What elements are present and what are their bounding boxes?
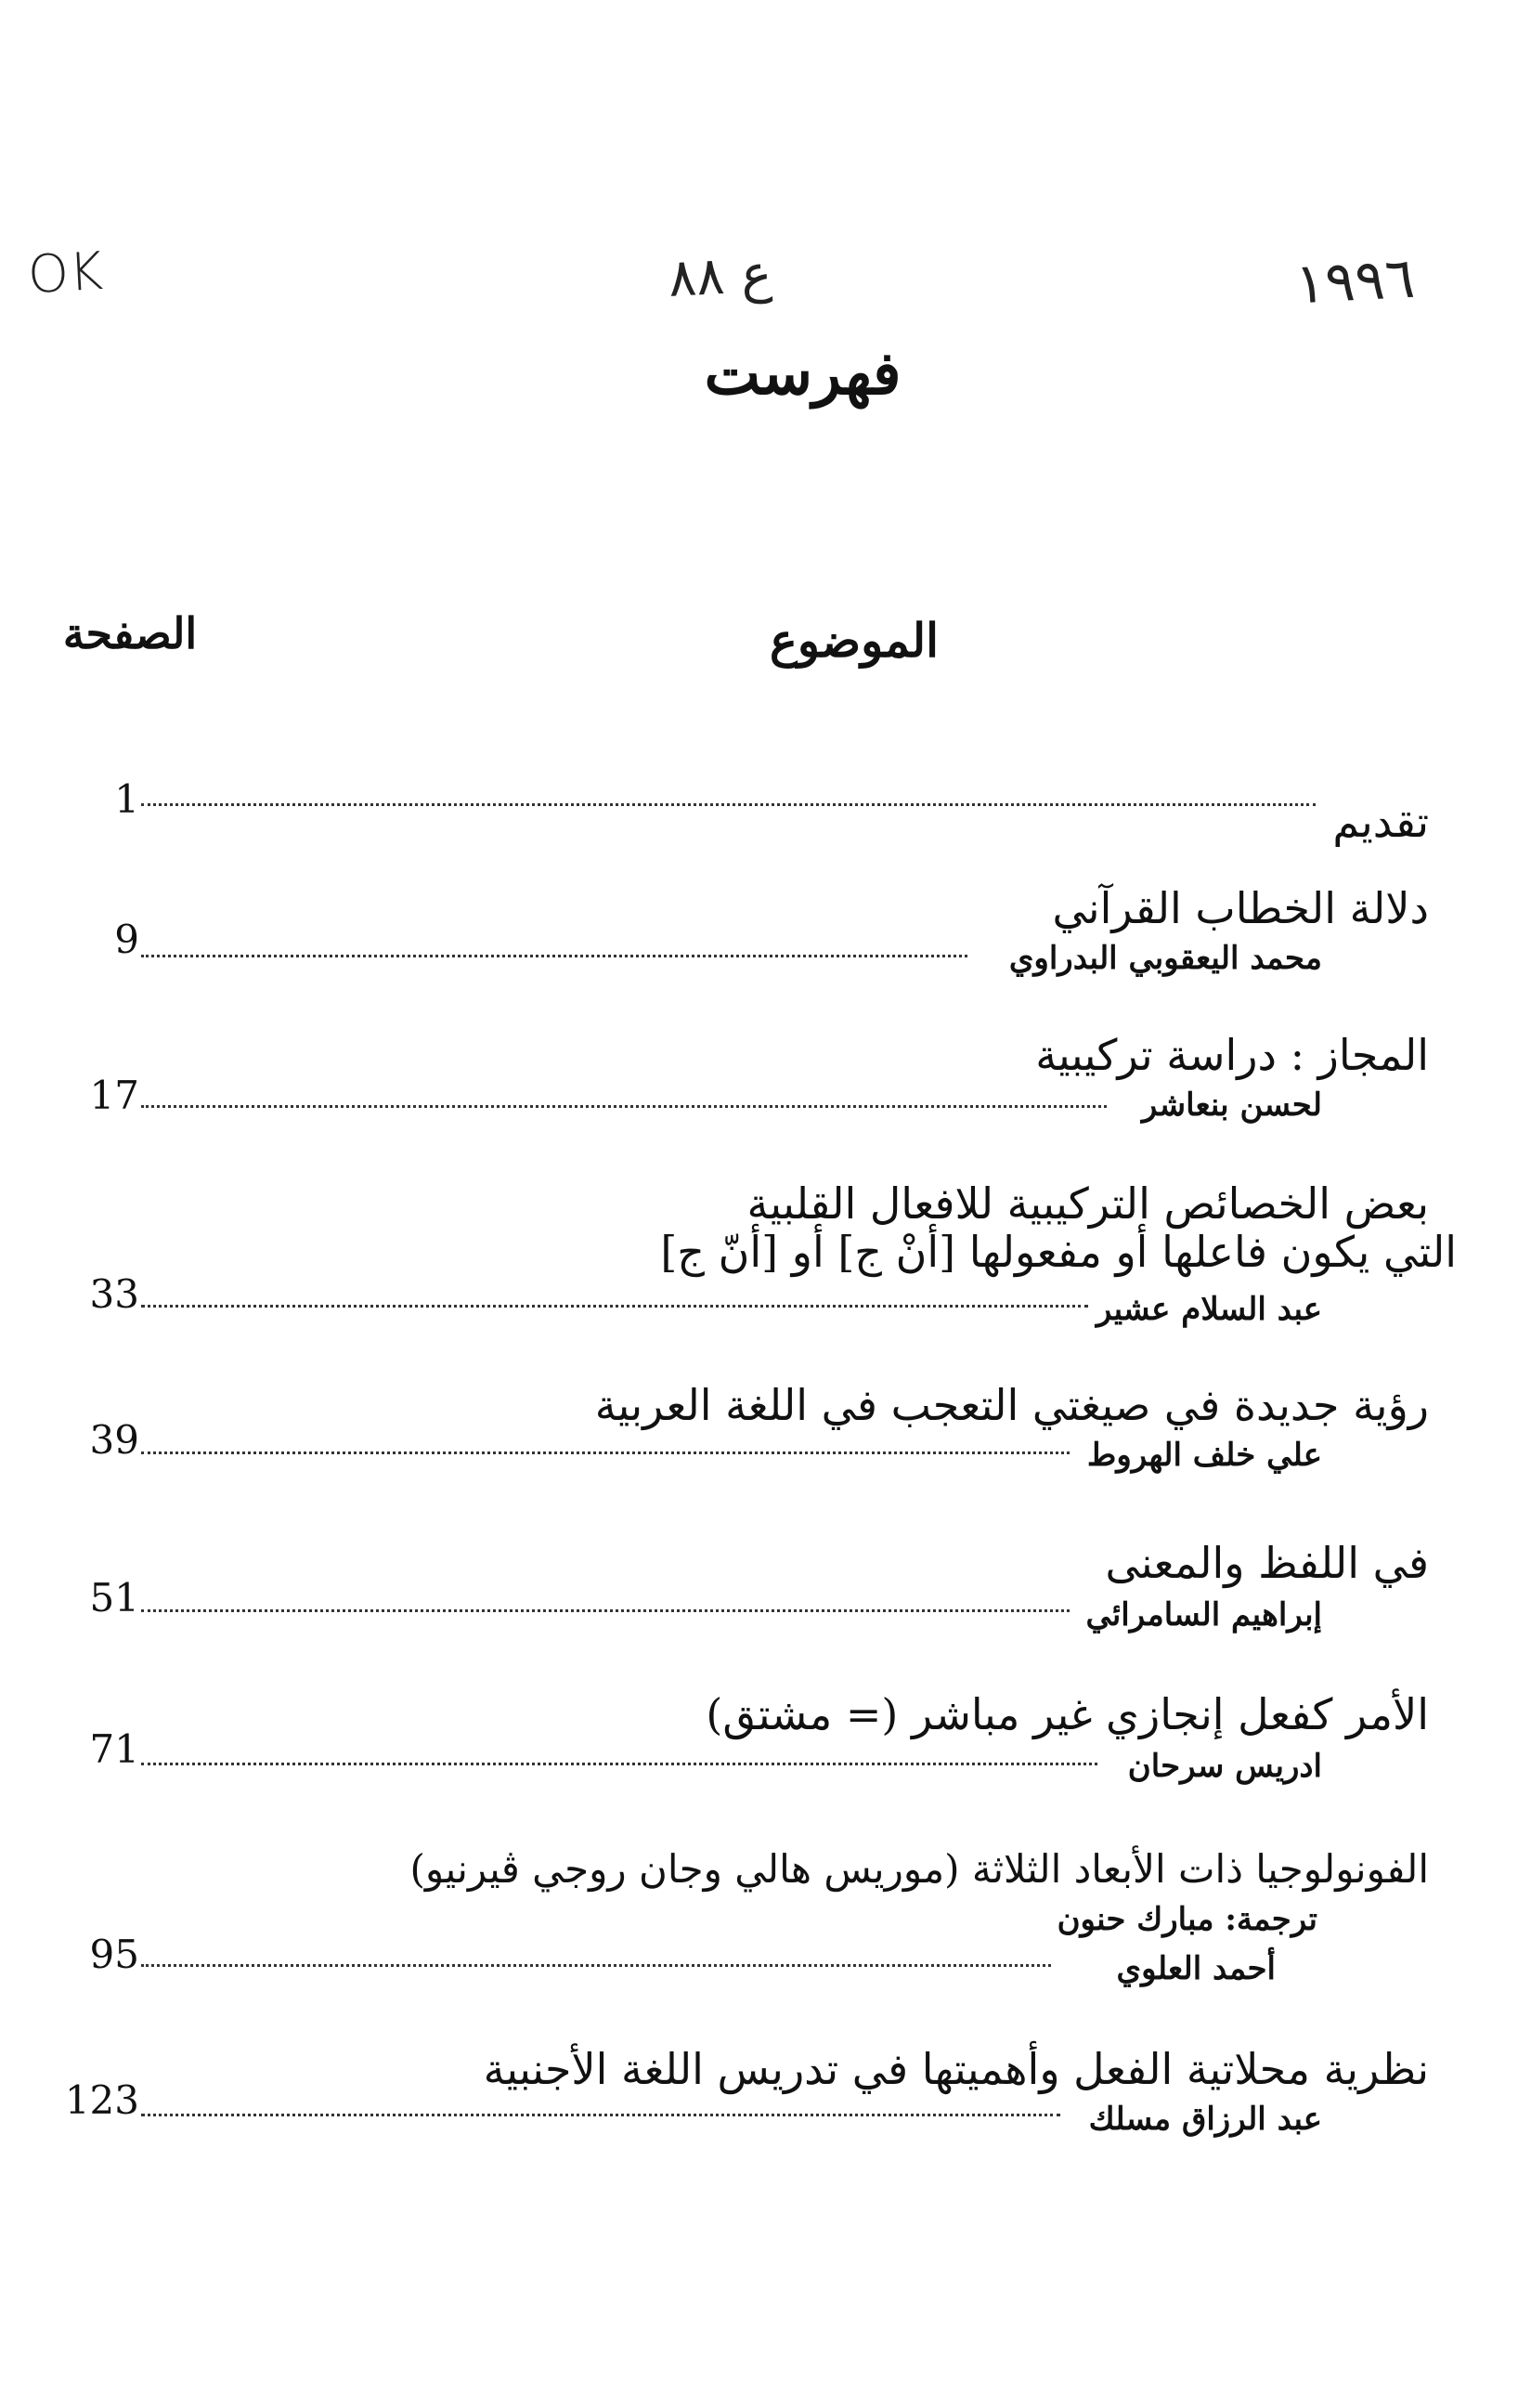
entry-title: المجاز : دراسة تركيبية bbox=[1035, 1030, 1429, 1080]
handwritten-note-ok: OK bbox=[26, 241, 105, 306]
leader-dots bbox=[141, 2114, 1060, 2116]
entry-title: بعض الخصائص التركيبية للافعال القلبية bbox=[746, 1178, 1429, 1229]
handwritten-year: ١٩٩٦ bbox=[1293, 245, 1417, 318]
handwritten-shelf-mark: ع ٨٨ bbox=[667, 243, 773, 309]
leader-dots bbox=[141, 955, 967, 957]
leader-dots bbox=[141, 1964, 1051, 1967]
page-title: فهرست bbox=[704, 339, 902, 409]
entry-author: أحمد العلوي bbox=[1116, 1950, 1276, 1987]
entry-page-number: 39 bbox=[89, 1417, 139, 1463]
entry-page-number: 17 bbox=[89, 1073, 139, 1118]
entry-page-number: 95 bbox=[89, 1932, 139, 1977]
toc-entry-2 bbox=[0, 1029, 1531, 1124]
toc-entry-7 bbox=[0, 1843, 1531, 1987]
entry-title: رؤية جديدة في صيغتي التعجب في اللغة العربية bbox=[594, 1380, 1429, 1430]
entry-page-number: 33 bbox=[89, 1271, 139, 1317]
leader-dots bbox=[141, 1105, 1107, 1108]
toc-entry-5 bbox=[0, 1537, 1531, 1634]
entry-author: عبد السلام عشير bbox=[1096, 1291, 1322, 1328]
entry-page-number: 1 bbox=[114, 776, 139, 822]
toc-entry-4 bbox=[0, 1379, 1531, 1474]
toc-entry-3 bbox=[0, 1178, 1531, 1328]
entry-author: محمد اليعقوبي البدراوي bbox=[1008, 940, 1322, 977]
entry-author: علي خلف الهروط bbox=[1086, 1437, 1322, 1474]
leader-dots bbox=[141, 1763, 1097, 1765]
entry-page-number: 123 bbox=[64, 2077, 139, 2123]
leader-dots bbox=[141, 1451, 1070, 1454]
entry-title: تقديم bbox=[1332, 797, 1429, 847]
toc-entry-1 bbox=[0, 882, 1531, 977]
entry-title: الفونولوجيا ذات الأبعاد الثلاثة (موريس هالي وجان روجي ڤيرنيو) bbox=[409, 1846, 1429, 1892]
entry-author: عبد الرزاق مسلك bbox=[1088, 2101, 1322, 2138]
toc-entry-introduction bbox=[0, 776, 1531, 847]
entry-author: إبراهيم السامرائي bbox=[1085, 1596, 1322, 1634]
entry-author: ادريس سرحان bbox=[1127, 1748, 1322, 1785]
entry-title: دلالة الخطاب القرآني bbox=[1052, 883, 1429, 933]
leader-dots bbox=[141, 1305, 1088, 1308]
toc-entry-6 bbox=[0, 1688, 1531, 1785]
entry-page-number: 51 bbox=[89, 1575, 139, 1621]
entry-translator: ترجمة: مبارك حنون bbox=[1057, 1901, 1317, 1938]
column-header-subject: الموضوع bbox=[770, 613, 939, 668]
entry-title-line-2: التي يكون فاعلها أو مفعولها [أنْ ج] أو [أنّ ج] bbox=[660, 1227, 1457, 1277]
entry-title: الأمر كفعل إنجازي غير مباشر (= مشتق) bbox=[706, 1689, 1429, 1739]
leader-dots bbox=[141, 1609, 1070, 1612]
entry-author: لحسن بنعاشر bbox=[1141, 1087, 1322, 1124]
entry-title: نظرية محلاتية الفعل وأهميتها في تدريس اللغة الأجنبية bbox=[483, 2044, 1429, 2094]
leader-dots bbox=[141, 803, 1316, 806]
column-header-page: الصفحة bbox=[62, 608, 198, 658]
entry-page-number: 9 bbox=[114, 917, 139, 962]
entry-page-number: 71 bbox=[89, 1726, 139, 1772]
toc-entry-8 bbox=[0, 2043, 1531, 2138]
entry-title: في اللفظ والمعنى bbox=[1105, 1538, 1429, 1588]
